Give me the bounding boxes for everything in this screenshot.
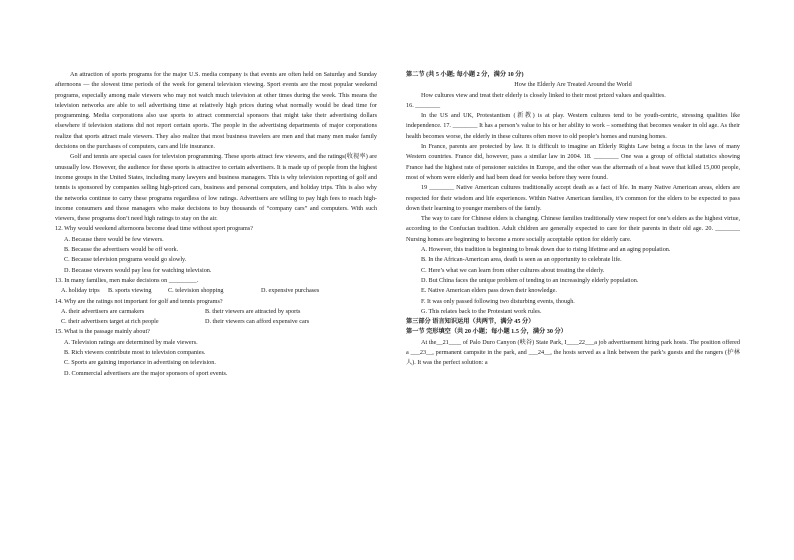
passage-paragraph: An attraction of sports programs for the major U.S. media company is that events are often held on Saturday and Sunday afternoons — the slowest time periods of the week for general television viewing. Sport events are the most popular weekend programs, especially among male viewers who may not watch much television at other times during the week. This means the television networks are able to sell advertising time at relatively high prices during what normally would be dead time for programming. Media corporations also use sports to attract commercial sponsors that might take their advertising dollars elsewhere if television stations did not report certain sports. The people in the advertising departments of major corporations realize that sports attract male viewers. They also realize that most business travelers are men and that many men make family decisions on the purchases of computers, cars and life insurance. <box>55 71 377 151</box>
question-13-stem: 13. In many families, men make decisions on _________. <box>55 276 199 284</box>
choice-c: C. Here’s what we can learn from other cultures about treating the elderly. <box>421 266 605 274</box>
q15-option-c: C. Sports are gaining importance in advertising on television. <box>64 359 216 367</box>
passage-paragraph: 19 ________ Native American cultures traditionally accept death as a fact of life. In many Native American areas, elders are respected for their wisdom and life experiences. Within Native American families, it’s common for the elders to be expected to pass down their learning to younger members of the family. <box>406 184 740 212</box>
q12-option-d: D. Because viewers would pay less for watching television. <box>64 266 212 274</box>
q15-option-d: D. Commercial advertisers are the major sponsors of sport events. <box>64 369 228 377</box>
passage-paragraph: Golf and tennis are special cases for television programming. These sports attract few viewers, and the ratings(收视率) are unusually low. However, the audience for these sports is attractive to certain advertisers. It is made up of people from the highest income groups in the United States, including many lawyers and business managers. This is why television reporting of golf and tennis is sponsored by companies selling high-priced cars, business and personal computers, and holiday trips. This is also why the networks continue to carry these programs regardless of low ratings. Advertisers are willing to pay high fees to reach high-income consumers and those managers who make decisions to buy thousands of “company cars” and computers. With such viewers, these programs don’t need high ratings to stay on the air. <box>55 153 377 223</box>
q15-option-b: B. Rich viewers contribute most to television companies. <box>64 349 206 357</box>
blank-16: 16. ________ <box>406 101 441 109</box>
q12-option-a: A. Because there would be few viewers. <box>64 235 164 243</box>
passage-paragraph: In France, parents are protected by law. It is difficult to imagine an Elderly Rights Law being a focus in the laws of many Western countries. France did, however, pass a similar law in 2004. 18. ________ One was a group of official statistics showing France had the highest rate of pensioner suicides in Europe, and the other was the aftermath of a heat wave that killed 15,000 people, most of whom were elderly and had been dead for weeks before they were found. <box>406 143 740 181</box>
choice-b: B. In the African-American area, death is seen as an opportunity to celebrate life. <box>421 256 622 264</box>
q15-option-a: A. Television ratings are determined by male viewers. <box>64 338 198 346</box>
part-three-header: 第三部分 语言知识运用（共两节，满分 45 分） <box>406 318 535 326</box>
choice-f: F. It was only passed following two disturbing events, though. <box>421 297 575 305</box>
passage-title: How the Elderly Are Treated Around the World <box>514 81 632 89</box>
q13-option-b: B. sports viewing <box>108 287 152 295</box>
passage-paragraph: How cultures view and treat their elderly is closely linked to their most prized values and qualities. <box>421 91 666 99</box>
cloze-paragraph: At the__21____ of Palo Duro Canyon (峡谷) State Park, I____22___a job advertisement hiring park hosts. The position offered a ___23__, permanent campsite in the park, and ___24__, the hosts served as a link between the park’s guests and the rangers (护林人). It was the perfect solution: a <box>406 338 740 367</box>
choice-g: G. This relates back to the Protestant work rules. <box>421 307 542 315</box>
q12-option-b: B. Because the advertisers would be off work. <box>64 246 179 254</box>
passage-paragraph: The way to care for Chinese elders is changing. Chinese families traditionally view respect for one’s elders as the highest virtue, according to the Confucian tradition. Adult children are generally expected to care for their parents in their old age. 20. ________ Nursing homes are beginning to become a more socially acceptable option for elderly care. <box>406 215 740 243</box>
section-header: 第二节 (共 5 小题; 每小题 2 分，满分 10 分) <box>406 71 524 78</box>
reading-passage-column <box>55 70 377 379</box>
seven-choose-five-column <box>406 70 740 369</box>
choice-a: A. However, this tradition is beginning to break down due to rising lifetime and an aging population. <box>421 246 671 254</box>
choice-e: E. Native American elders pass down their knowledge. <box>421 287 557 295</box>
q14-option-b: B. their viewers are attracted by sports <box>205 307 301 315</box>
choice-d: D. But China faces the unique problem of tending to an increasingly elderly population. <box>421 276 639 284</box>
question-12-stem: 12. Why would weekend afternoons become dead time without sport programs? <box>55 225 254 233</box>
q13-options-row <box>55 286 377 296</box>
q14-options-row-1 <box>55 307 377 317</box>
q12-option-c: C. Because television programs would go slowly. <box>64 256 187 264</box>
q14-option-c: C. their advertisers target at rich people <box>61 318 159 326</box>
q13-option-a: A. holiday trips <box>61 287 100 295</box>
q14-option-d: D. their viewers can afford expensive cars <box>205 318 310 326</box>
passage-paragraph: In the US and UK, Protestantism (新教) is at play. Western cultures tend to be youth-centric, stressing qualities like independence. 17. ________ It has a person’s value to his or her ability to work – something that becomes weaker in old age. As their health becomes worse, the elderly in these cultures often move to old people’s homes and nursing homes. <box>406 112 740 140</box>
q14-options-row-2 <box>55 317 377 327</box>
cloze-section-header: 第一节 完形填空（共 20 小题；每小题 1.5 分，满分 30 分） <box>406 328 567 336</box>
question-15-stem: 15. What is the passage mainly about? <box>55 328 150 336</box>
question-14-stem: 14. Why are the ratings not important for golf and tennis programs? <box>55 297 223 305</box>
q14-option-a: A. their advertisers are carmakers <box>61 307 145 315</box>
q13-option-c: C. television shopping <box>168 287 224 295</box>
q13-option-d: D. expensive purchases <box>261 287 320 295</box>
